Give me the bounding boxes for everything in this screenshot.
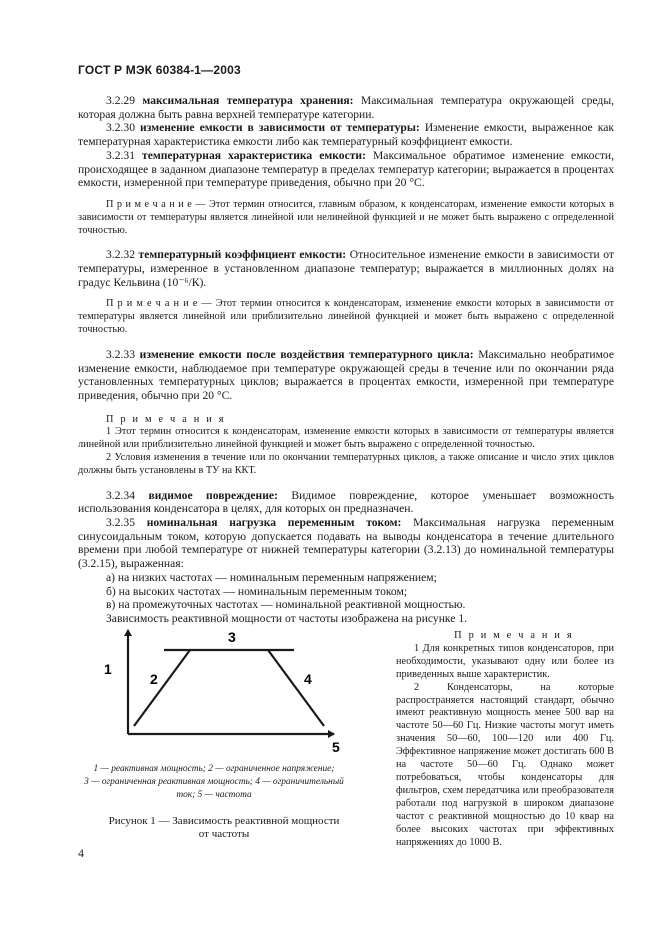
frequency-graph: [78, 622, 358, 757]
term: изменение емкости в зависимости от температуры:: [140, 121, 420, 135]
limited-voltage-line: [134, 650, 190, 726]
page-number: 4: [78, 846, 84, 860]
list-item: б) на высоких частотах — номинальным переменным током;: [106, 584, 408, 598]
limiting-current-line: [268, 650, 324, 726]
list-item: а) на низких частотах — номинальным переменным напряжением;: [106, 570, 437, 584]
figure-reference: Зависимость реактивной мощности от частоты изображена на рисунке 1.: [106, 611, 468, 625]
section-3-2-29: 3.2.29 максимальная температура хранения: Максимальная температура окружающей среды, которая должна быть равна верхней температуре категории.: [78, 94, 615, 121]
notes-title: П р и м е ч а н и я: [106, 413, 226, 425]
term: максимальная температура хранения:: [142, 94, 354, 107]
side-notes: [396, 630, 614, 849]
note-3-2-31: П р и м е ч а н и е — Этот термин относится, главным образом, к конденсаторам, изменение емкости которых в зависимости от температуры является линейной или нелинейной функцией и не может быть выражено с определенной точностью.: [78, 198, 615, 236]
label-1: 1: [104, 661, 112, 677]
label-5: 5: [332, 739, 340, 755]
figure-legend: 1 — реактивная мощность; 2 — ограниченное напряжение; 3 — ограниченная реактивная мощность; 4 — ограничительный ток; 5 — частота: [84, 764, 344, 800]
side-note-1: 1 Для конкретных типов конденсаторов, при необходимости, указывают одну или более из приведенных выше характеристик.: [396, 642, 614, 680]
note-3-2-32: П р и м е ч а н и е — Этот термин относится к конденсаторам, изменение емкости которых в зависимости от температуры является линейной или приблизительно линейной функцией и может быть выражено с определенной точностью.: [78, 298, 615, 336]
label-2: 2: [150, 671, 158, 687]
term: температурный коэффициент емкости:: [138, 248, 347, 262]
note-item: 1 Этот термин относится к конденсаторам, изменение емкости которых в зависимости от температуры является линейной или приблизительно линейной функцией и может быть выражено с определенной точностью.: [78, 426, 614, 451]
term: температурная характеристика емкости:: [142, 148, 366, 162]
list-item: в) на промежуточных частотах — номинальной реактивной мощностью.: [106, 598, 466, 612]
section-3-2-32: 3.2.32 температурный коэффициент емкости: Относительное изменение емкости в зависимости от температуры, измеренное в установленном диапазоне температур; выражается в миллионных долях на градус Кельвина (10⁻⁶/К).: [78, 248, 614, 289]
figure-area: [78, 622, 614, 862]
main-text: [78, 94, 614, 626]
side-notes-title: П р и м е ч а н и я: [454, 630, 574, 641]
label-4: 4: [304, 671, 312, 687]
term: номинальная нагрузка переменным током:: [146, 516, 402, 530]
section-3-2-30: 3.2.30 изменение емкости в зависимости от температуры: Изменение емкости, выраженное как температурная характеристика емкости либо как температурный коэффициент емкости.: [78, 121, 614, 149]
section-3-2-35: 3.2.35 номинальная нагрузка переменным током: Максимальная нагрузка переменным синусоидальным током, которую допускается подавать на выводы конденсатора в течение длительного времени при любой температуре от нижней температуры категории (3.2.13) до номинальной температуры (3.2.15), выраженная:: [78, 516, 614, 571]
standard-header: ГОСТ Р МЭК 60384-1—2003: [78, 63, 241, 77]
note-item: 2 Условия изменения в течение или по окончании температурных циклов, а также описание и число этих циклов должны быть установлены в ТУ на ККТ.: [78, 452, 614, 476]
figure-caption: Рисунок 1 — Зависимость реактивной мощности от частоты: [108, 815, 340, 840]
section-3-2-33: 3.2.33 изменение емкости после воздействия температурного цикла: Максимально необратимое изменение емкости, наблюдаемое при температуре окружающей среды в течение или по окончании ряда установленных температурных циклов; выражается в процентах емкости, измеренной при температуре приведения, обычно при 20 °С.: [78, 347, 614, 402]
section-3-2-31: 3.2.31 температурная характеристика емкости: Максимальное обратимое изменение емкости, происходящее в заданном диапазоне температур в пределах температур категории; выражается в процентах емкости, измеренной при температуре приведения, обычно при 20 °С.: [78, 148, 614, 190]
term: видимое повреждение:: [148, 488, 278, 502]
side-note-2: 2 Конденсаторы, на которые распространяется настоящий стандарт, обычно имеют реактивную мощность менее 500 вар на частоте 50—60 Гц. Низкие частоты могут иметь значения 50—60, 100—120 или 400 Гц. Эффективное напряжение может достигать 600 В на частоте 50—60 Гц. Однако может потребоваться, чтобы конденсаторы для фильтров, схем передатчика или преобразователя работали под нагрузкой в широком диапазоне частот с реактивной мощностью до 10 квар на более высоких частотах при эффективных напряжениях до 1000 В.: [396, 681, 614, 848]
section-3-2-34: 3.2.34 видимое повреждение: Видимое повреждение, которое уменьшает возможность использования конденсатора в целях, для которых он предназначен.: [78, 488, 614, 516]
term: изменение емкости после воздействия температурного цикла:: [139, 347, 474, 361]
label-3: 3: [228, 629, 236, 645]
